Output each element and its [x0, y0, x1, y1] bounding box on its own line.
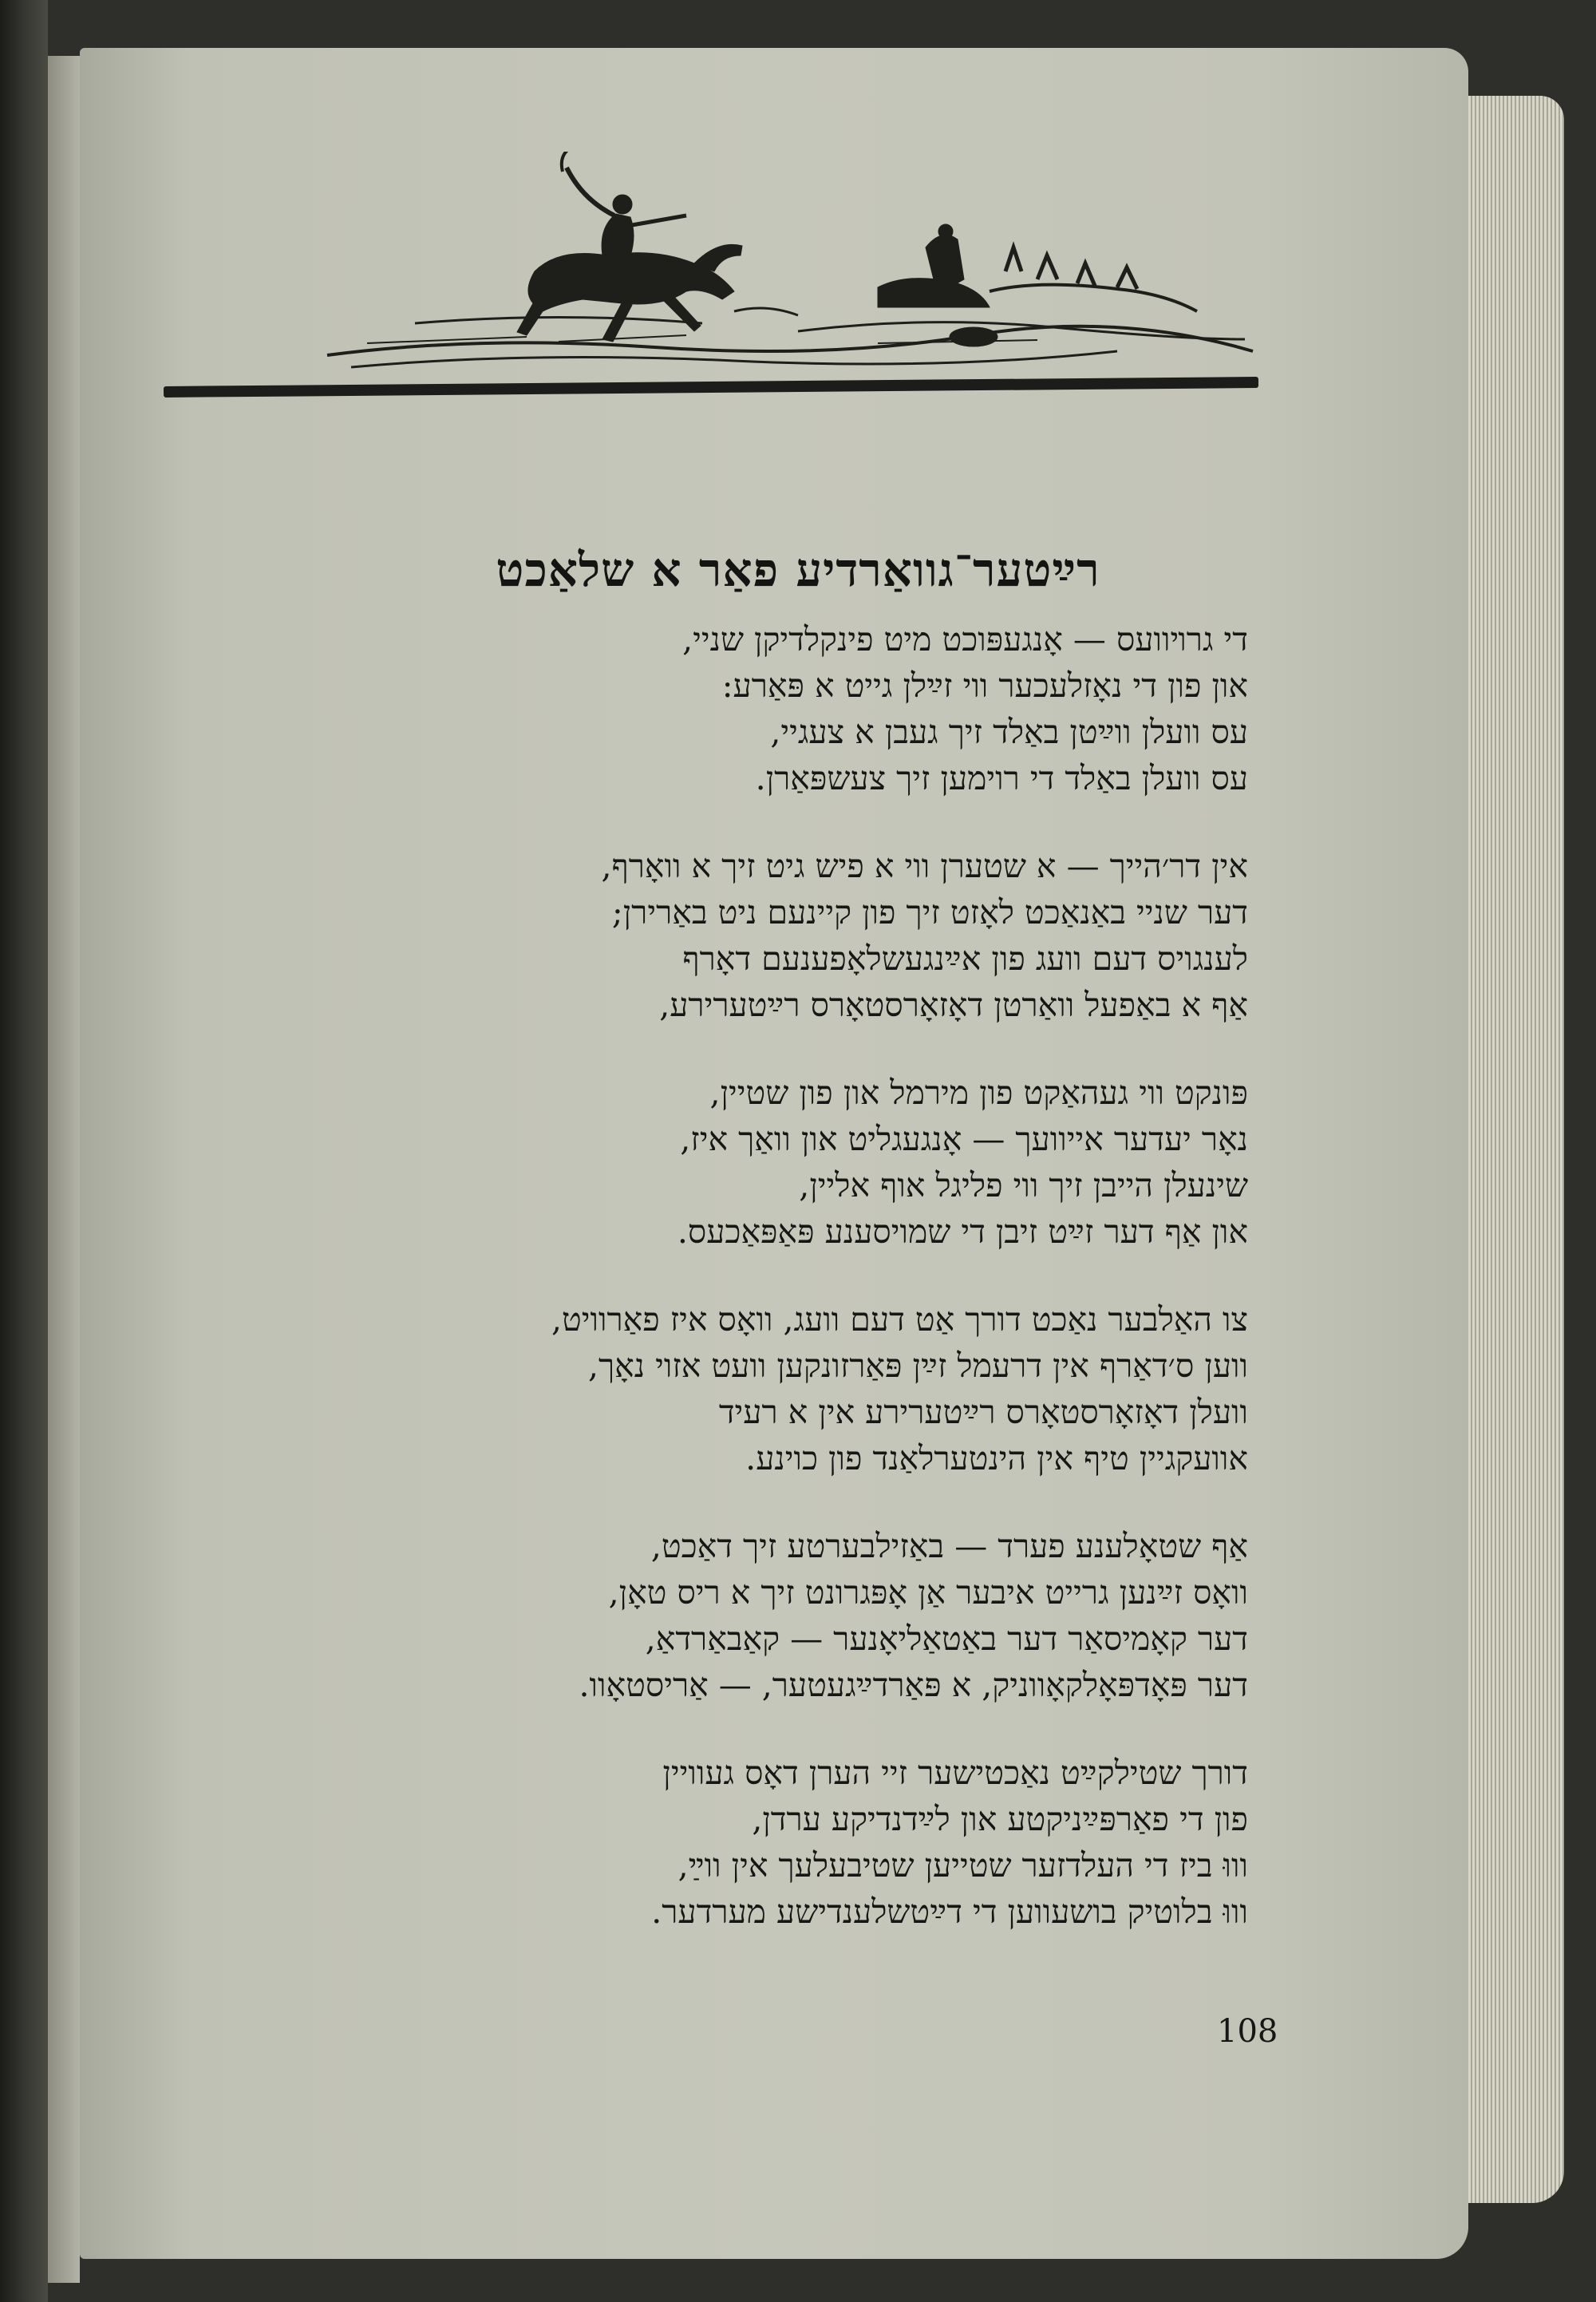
poem-line: און אַף דער זײַט זיבן די שמויסענע פּאַפּאַכעס.	[677, 1212, 1248, 1251]
poem-line: אוועקגיין טיף אין הינטערלאַנד פון כוינע.	[745, 1439, 1248, 1477]
poem-line: אַף שטאָלענע פערד — באַזילבערטע זיך דאַכט,	[650, 1527, 1248, 1565]
poem-line: אַף א באַפעל וואַרטן דאָזאָרסטאָרס רײַטערירע,	[659, 986, 1248, 1024]
stanza	[370, 1523, 1248, 1708]
poem-line: וווּ בלוטיק בושעווען די דײַטשלענדישע מערדער.	[651, 1893, 1248, 1931]
poem-line: וועלן דאָזאָרסטאָרס רײַטערירע אין א רעיד	[718, 1393, 1248, 1431]
poem-body	[370, 616, 1248, 1976]
page-number: 108	[1217, 2013, 1278, 2050]
stanza	[370, 1750, 1248, 1935]
poem-line: דורך שטילקײַט נאַכטישער זיי הערן דאָס געוויין	[662, 1754, 1248, 1792]
poem-line: דער פּאָדפּאָלקאָווניק, א פּאַרדײַגעטער, — אַריסטאָוו.	[579, 1666, 1248, 1704]
poem-title: רײַטער־גוואַרדיע פאַר א שלאַכט	[496, 543, 1100, 597]
stanza	[370, 1296, 1248, 1481]
stanza	[370, 616, 1248, 801]
page-edges	[1468, 96, 1564, 2203]
poem-line: וואָס זײַנען גרייט איבער אַן אָפּגרונט זיך א ריס טאָן,	[608, 1573, 1248, 1612]
poem-line: פּונקט ווי געהאַקט פון מירמל און פון שטיין,	[709, 1074, 1248, 1112]
poem-line: שינעלן הייבן זיך ווי פליגל אוף אליין,	[799, 1166, 1248, 1204]
stanza	[370, 843, 1248, 1028]
stanza	[370, 1070, 1248, 1255]
poem-line: אין דר׳הייך — א שטערן ווי א פיש גיט זיך א וואָרף,	[601, 847, 1248, 885]
poem-line: ווען ס׳דאַרף אין דרעמל זײַן פּאַרזונקען וועט אזוי נאָך,	[587, 1347, 1248, 1385]
book-binding	[0, 0, 48, 2302]
poem-line: און פון די נאָזלעכער ווי זײַלן גייט א פּאַרע:	[721, 666, 1248, 705]
poem-line: פון די פאַרפּײַניקטע און לײַדנדיקע ערדן,	[752, 1800, 1248, 1838]
poem-line: צו האַלבער נאַכט דורך אַט דעם וועג, וואָס איז פאַרוויט,	[551, 1300, 1248, 1339]
poem-line: דער קאָמיסאַר דער באַטאַליאָנער — קאַבאַרדאַ,	[645, 1620, 1248, 1658]
poem-line: עס וועלן באַלד די רוימען זיך צעשפּאַרן.	[755, 759, 1248, 797]
poem-line: נאָר יעדער אייוועך — אָנגעגליט און וואַך איז,	[680, 1120, 1248, 1158]
left-page-edge	[48, 56, 80, 2283]
poem-line: די גרױוועס — אָנגעפּוכט מיט פינקלדיקן שניי,	[682, 620, 1248, 659]
poem-line: לענגויס דעם וועג פון אײַנגעשלאָפענעם דאָרף	[682, 939, 1248, 978]
poem-line: עס וועלן ווײַטן באַלד זיך געבן א צעגיי,	[770, 713, 1248, 751]
poem-line: וווּ ביז די העלדזער שטייען שטיבעלעך אין ווײַ,	[678, 1846, 1248, 1885]
poem-line: דער שניי באַנאַכט לאָזט זיך פון קיינעם ניט באַרירן;	[611, 893, 1248, 931]
cavalry-illustration	[319, 152, 1261, 415]
